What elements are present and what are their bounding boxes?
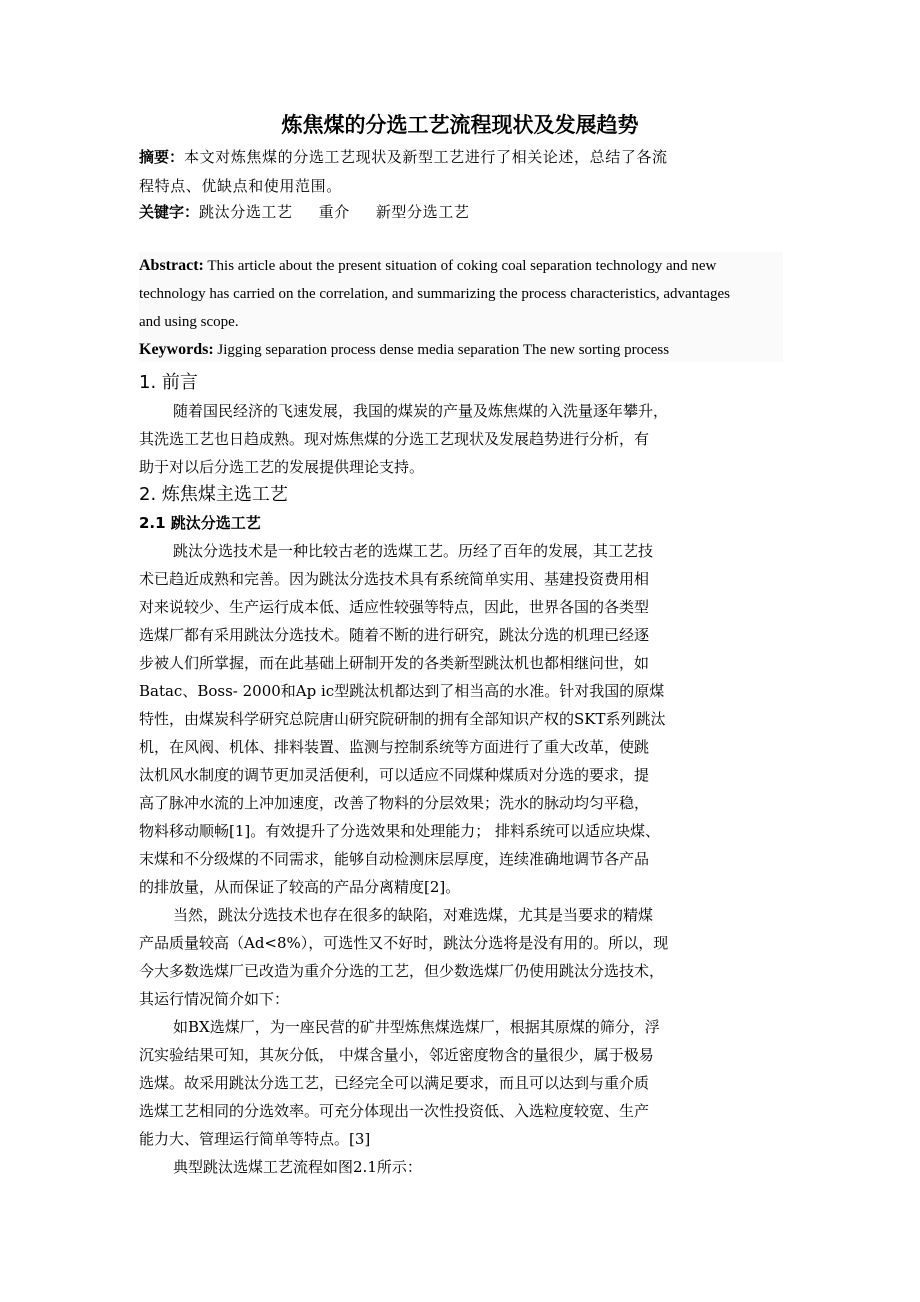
section-1-line: 随着国民经济的飞速发展，我国的煤炭的产量及炼焦煤的入洗量逐年攀升，	[173, 402, 669, 420]
keyword-cn-2: 重介	[318, 203, 350, 221]
paragraph-line: 步被人们所掌握，而在此基础上研制开发的各类新型跳汰机也都相继问世，如	[139, 654, 650, 672]
abstract-en-line3: and using scope.	[139, 314, 239, 330]
keyword-cn-1: 跳汰分选工艺	[199, 203, 293, 221]
abstract-cn-line2: 程特点、优缺点和使用范围。	[139, 177, 342, 195]
section-1	[139, 369, 789, 481]
paragraph-line: 能力大、管理运行简单等特点。[3]	[139, 1130, 371, 1148]
paragraph-line: 选煤厂都有采用跳汰分选技术。随着不断的进行研究，跳汰分选的机理已经逐	[139, 626, 650, 644]
paragraph-line: 机，在风阀、机体、排料装置、监测与控制系统等方面进行了重大改革，使跳	[139, 738, 650, 756]
keywords-en	[139, 336, 783, 362]
paragraph-line: 如BX选煤厂，为一座民营的矿井型炼焦煤选煤厂，根据其原煤的筛分，浮	[173, 1018, 660, 1036]
paragraph-line: 选煤。故采用跳汰分选工艺，已经完全可以满足要求，而且可以达到与重介质	[139, 1074, 650, 1092]
abstract-en-line2: technology has carried on the correlation, and summarizing the process characteristics, advantages	[139, 286, 731, 302]
paragraph-line: Batac、Boss- 2000和Ap ic型跳汰机都达到了相当高的水准。针对我国的原煤	[139, 682, 665, 700]
paragraph-2	[139, 901, 789, 1013]
keyword-cn-3: 新型分选工艺	[375, 203, 470, 221]
paper-title: 炼焦煤的分选工艺流程现状及发展趋势	[281, 113, 639, 137]
abstract-cn-label: 摘要：	[139, 148, 185, 166]
paragraph-line: 汰机风水制度的调节更加灵活便利，可以适应不同煤种煤质对分选的要求，提	[139, 766, 650, 784]
section-1-heading: 1. 前言	[139, 372, 198, 393]
paragraph-line: 今大多数选煤厂已改造为重介分选的工艺，但少数选煤厂仍使用跳汰分选技术，	[139, 962, 665, 980]
paragraph-line: 跳汰分选技术是一种比较古老的选煤工艺。历经了百年的发展，其工艺技	[173, 542, 654, 560]
section-1-line: 助于对以后分选工艺的发展提供理论支持。	[139, 458, 425, 476]
paragraph-1	[139, 537, 789, 901]
paragraph-line: 其运行情况简介如下：	[139, 990, 290, 1008]
paragraph-line: 典型跳汰选煤工艺流程如图2.1所示：	[173, 1158, 422, 1176]
abstract-cn-line1: 本文对炼焦煤的分选工艺现状及新型工艺进行了相关论述，总结了各流	[184, 148, 668, 166]
paragraph-line: 的排放量，从而保证了较高的产品分离精度[2]。	[139, 878, 461, 896]
section-2-1-heading: 2.1 跳汰分选工艺	[139, 514, 261, 532]
paragraph-line: 产品质量较高（Ad<8%），可选性又不好时，跳汰分选将是没有用的。所以，现	[139, 934, 669, 952]
paragraph-line: 当然，跳汰分选技术也存在很多的缺陷，对难选煤，尤其是当要求的精煤	[173, 906, 654, 924]
keywords-cn-label: 关键字：	[139, 203, 200, 221]
paragraph-line: 末煤和不分级煤的不同需求，能够自动检测床层厚度，连续准确地调节各产品	[139, 850, 650, 868]
paragraph-line: 物料移动顺畅[1]。有效提升了分选效果和处理能力； 排料系统可以适应块煤、	[139, 822, 661, 840]
paragraph-line: 沉实验结果可知，其灰分低， 中煤含量小，邻近密度物含的量很少，属于极易	[139, 1046, 654, 1064]
paragraph-line: 对来说较少、生产运行成本低、适应性较强等特点，因此，世界各国的各类型	[139, 598, 650, 616]
section-2	[139, 481, 789, 537]
keywords-cn	[139, 198, 789, 227]
section-2-heading: 2. 炼焦煤主选工艺	[139, 484, 288, 505]
abstract-en	[139, 252, 783, 336]
paragraph-line: 特性，由煤炭科学研究总院唐山研究院研制的拥有全部知识产权的SKT系列跳汰	[139, 710, 666, 728]
paragraph-line: 术已趋近成熟和完善。因为跳汰分选技术具有系统简单实用、基建投资费用相	[139, 570, 650, 588]
abstract-en-line1: This article about the present situation of coking coal separation technology and new	[207, 258, 717, 274]
paragraph-4	[139, 1153, 789, 1181]
abstract-en-label: Abstract:	[139, 257, 204, 274]
paragraph-line: 选煤工艺相同的分选效率。可充分体现出一次性投资低、入选粒度较宽、生产	[139, 1102, 650, 1120]
paragraph-3	[139, 1013, 789, 1153]
keywords-en-label: Keywords:	[139, 341, 214, 358]
abstract-cn	[139, 143, 789, 200]
keywords-en-text: Jigging separation process dense media separation The new sorting process	[217, 342, 670, 358]
section-1-line: 其洗选工艺也日趋成熟。现对炼焦煤的分选工艺现状及发展趋势进行分析，有	[139, 430, 650, 448]
paragraph-line: 高了脉冲水流的上冲加速度，改善了物料的分层效果；洗水的脉动均匀平稳，	[139, 794, 650, 812]
